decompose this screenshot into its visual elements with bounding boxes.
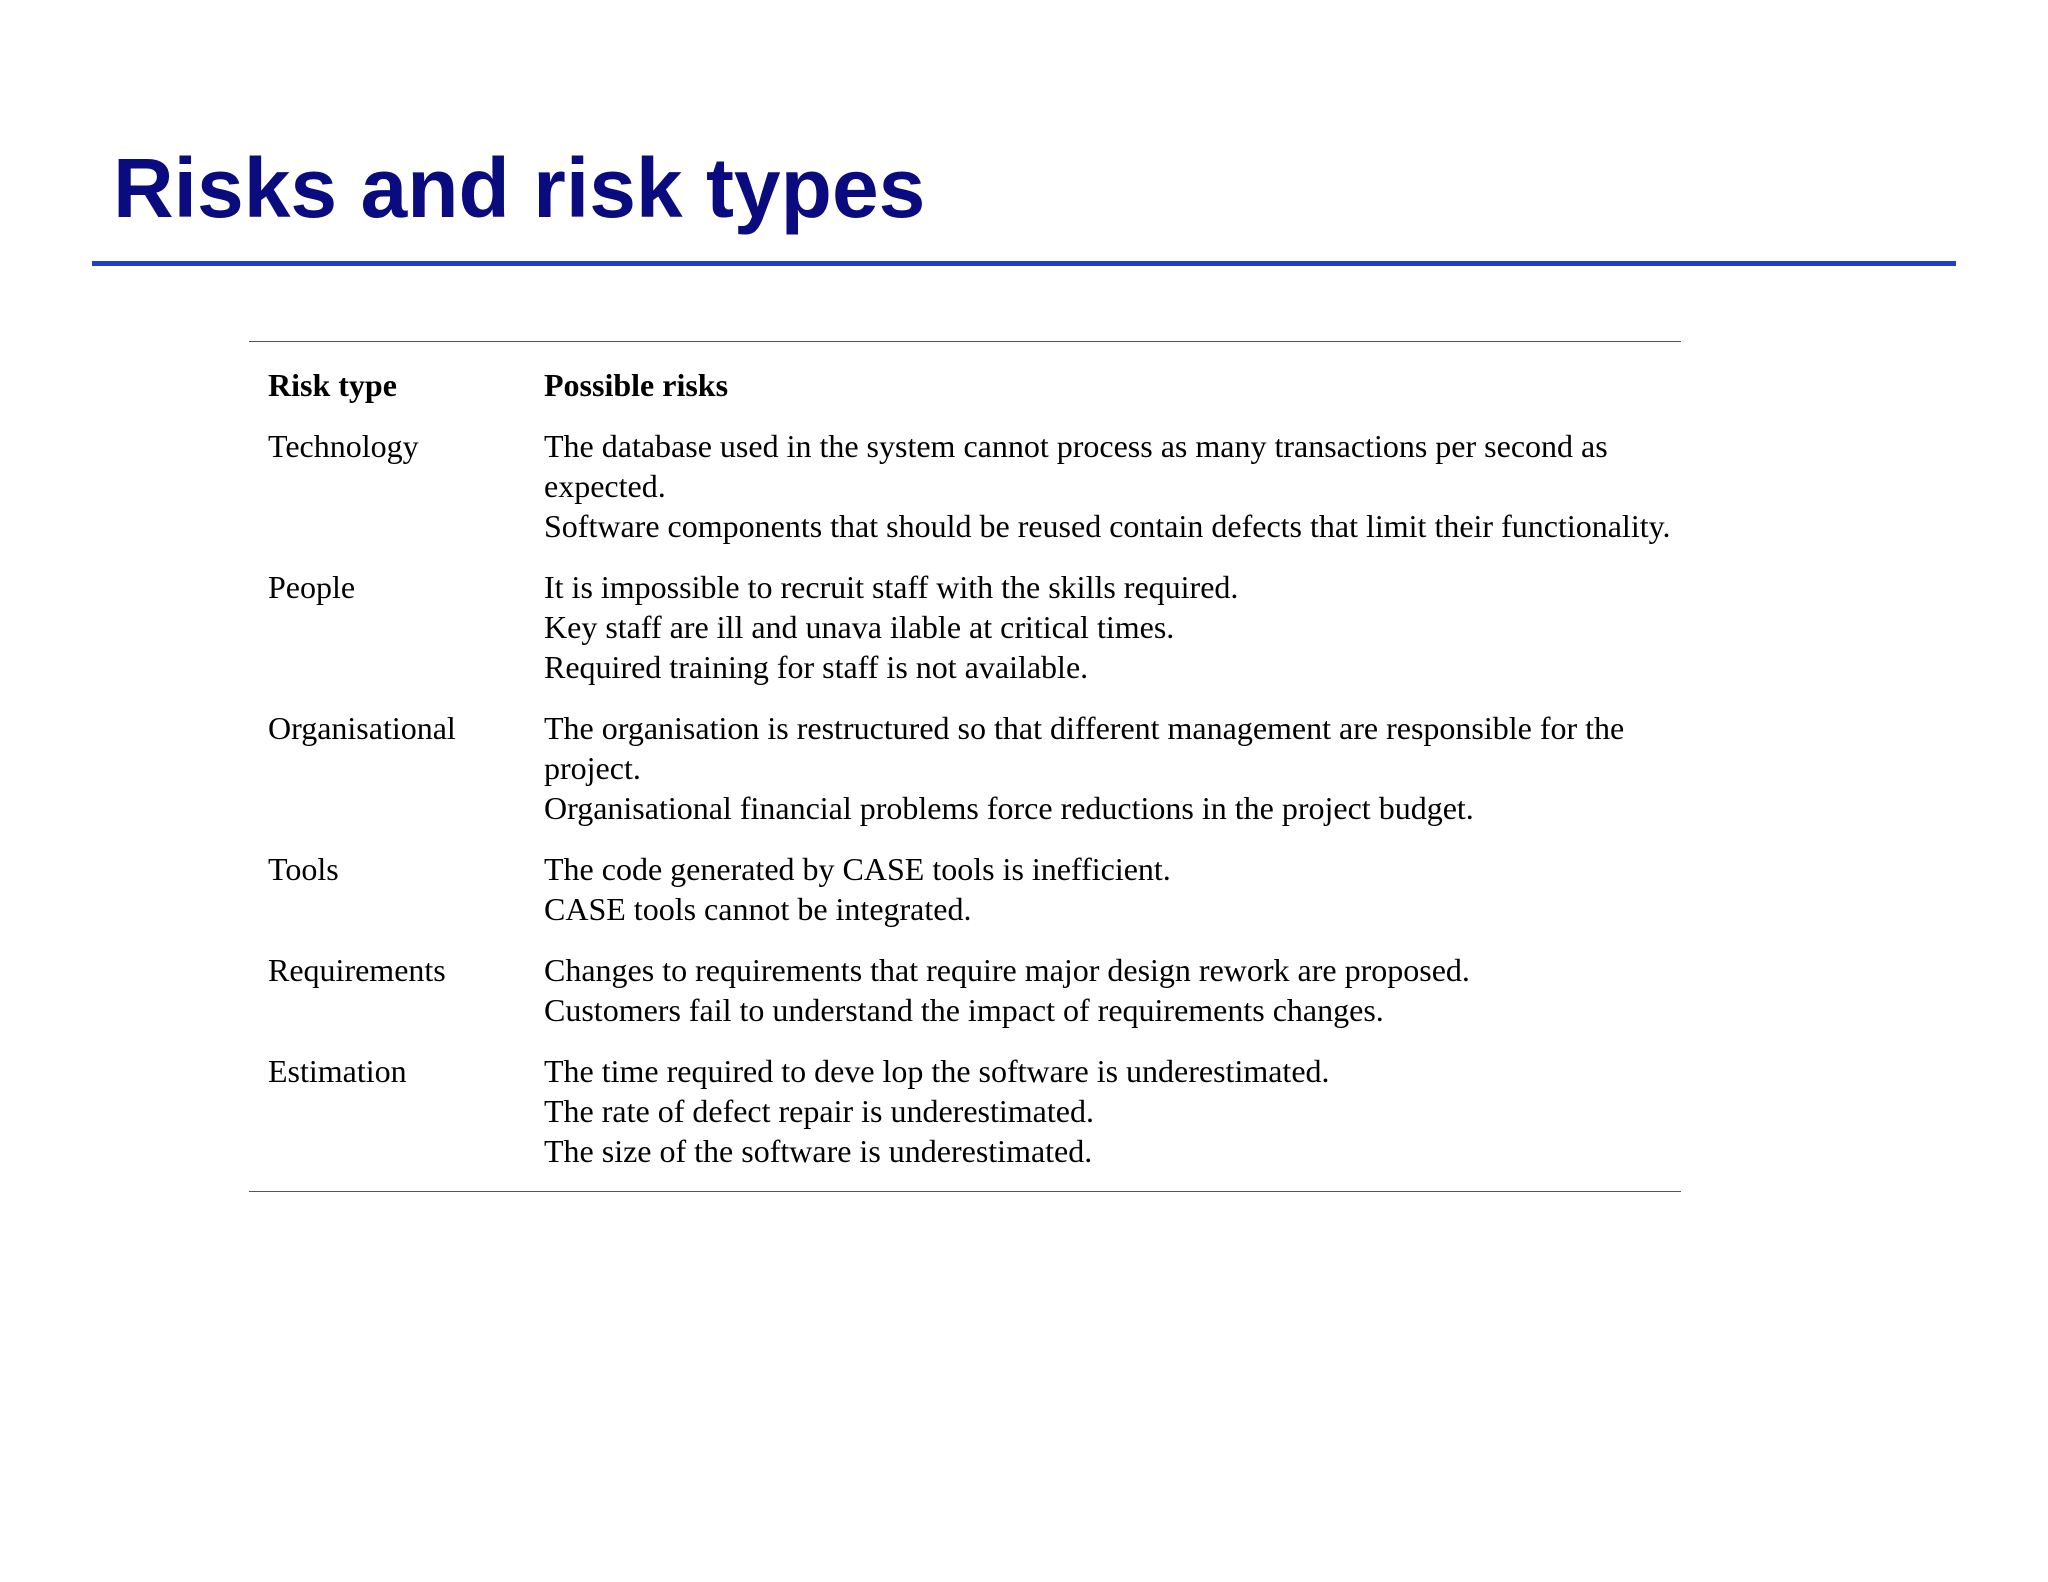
risk-item: Required training for staff is not available. bbox=[544, 649, 1089, 685]
table-row bbox=[249, 929, 1681, 1030]
risk-item: Changes to requirements that require major design rework are proposed. bbox=[544, 952, 1470, 988]
table-row bbox=[249, 405, 1681, 546]
risk-item: CASE tools cannot be integrated. bbox=[544, 891, 972, 927]
risk-table bbox=[249, 341, 1681, 1192]
possible-risks-cell bbox=[544, 405, 1681, 546]
table-row bbox=[249, 546, 1681, 687]
possible-risks-cell bbox=[544, 546, 1681, 687]
risk-item: The code generated by CASE tools is inefficient. bbox=[544, 851, 1171, 887]
risk-type-cell: Organisational bbox=[268, 710, 456, 746]
risk-type-cell: Technology bbox=[268, 428, 419, 464]
risk-item: Software components that should be reused contain defects that limit their functionality. bbox=[544, 508, 1671, 544]
header-possible-risks: Possible risks bbox=[544, 367, 729, 403]
table-row bbox=[249, 1030, 1681, 1192]
slide-title: Risks and risk types bbox=[113, 141, 926, 235]
risk-item: The time required to deve lop the software is underestimated. bbox=[544, 1053, 1330, 1089]
risk-item: Organisational financial problems force reductions in the project budget. bbox=[544, 790, 1474, 826]
risk-item: Key staff are ill and unava ilable at critical times. bbox=[544, 609, 1175, 645]
risk-type-cell: Tools bbox=[268, 851, 339, 887]
risk-item: The size of the software is underestimated. bbox=[544, 1133, 1093, 1169]
risk-item: The database used in the system cannot process as many transactions per second as expected. bbox=[544, 428, 1608, 504]
risk-type-cell: Requirements bbox=[268, 952, 446, 988]
possible-risks-cell bbox=[544, 929, 1681, 1030]
header-risk-type: Risk type bbox=[268, 367, 397, 403]
table-header-row bbox=[249, 342, 1681, 406]
risk-type-cell: Estimation bbox=[268, 1053, 407, 1089]
risk-item: It is impossible to recruit staff with the skills required. bbox=[544, 569, 1239, 605]
possible-risks-cell bbox=[544, 687, 1681, 828]
risk-item: The rate of defect repair is underestimated. bbox=[544, 1093, 1094, 1129]
title-divider bbox=[92, 261, 1956, 266]
possible-risks-cell bbox=[544, 1030, 1681, 1192]
possible-risks-cell bbox=[544, 828, 1681, 929]
table-row bbox=[249, 687, 1681, 828]
risk-item: The organisation is restructured so that different management are responsible for the project. bbox=[544, 710, 1625, 786]
risk-item: Customers fail to understand the impact of requirements changes. bbox=[544, 992, 1384, 1028]
table-row bbox=[249, 828, 1681, 929]
risk-type-cell: People bbox=[268, 569, 356, 605]
